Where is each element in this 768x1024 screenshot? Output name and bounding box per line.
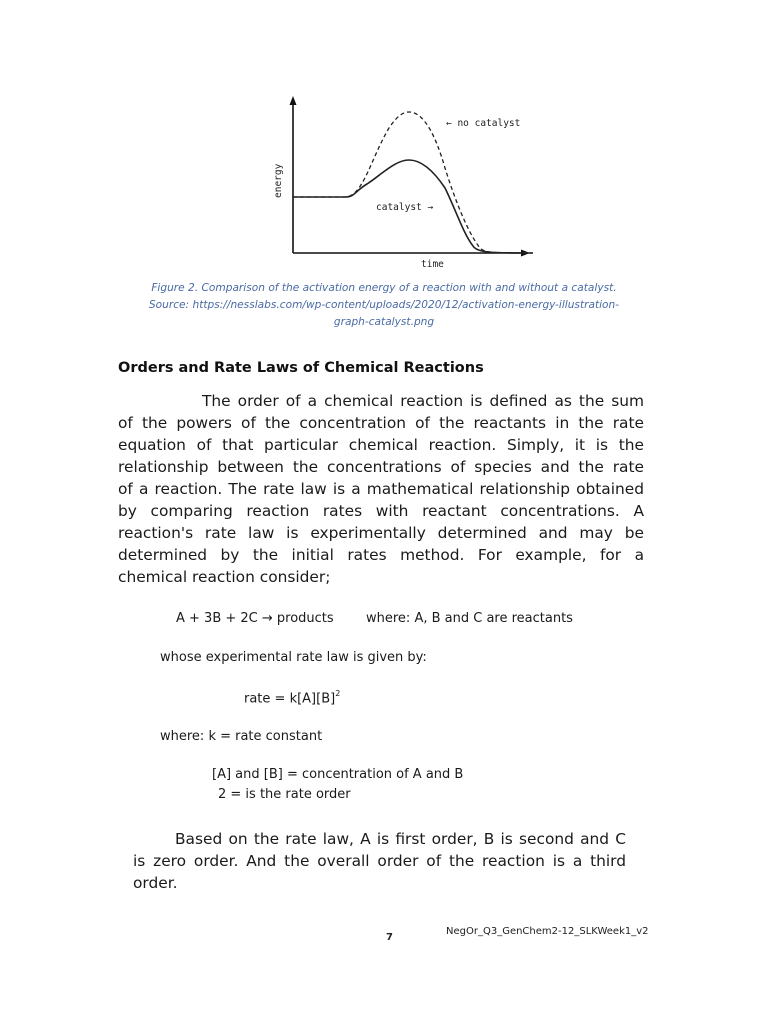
reactants-note: where: A, B and C are reactants	[366, 611, 573, 626]
no-catalyst-label: ← no catalyst	[446, 118, 521, 129]
paragraph-line: The order of a chemical reaction is defined as the sum	[202, 392, 644, 410]
rate-exponent: 2	[335, 689, 341, 698]
rate-law-intro: whose experimental rate law is given by:	[160, 650, 427, 665]
energy-diagram	[263, 88, 535, 273]
rate-law-expression	[244, 690, 340, 706]
rate-order-note: 2 = is the rate order	[218, 787, 351, 802]
paragraph-line: relationship between the concentrations of species and the rate	[118, 458, 644, 476]
section-heading: Orders and Rate Laws of Chemical Reactions	[118, 360, 484, 376]
figure-caption	[100, 280, 668, 331]
y-axis-label: energy	[273, 163, 284, 198]
paragraph-line: chemical reaction consider;	[118, 568, 331, 586]
page-number: 7	[386, 932, 393, 943]
paragraph-line: determined by the initial rates method. For example, for a	[118, 546, 644, 564]
paragraph-line: of the powers of the concentration of the reactants in the rate	[118, 414, 644, 432]
paragraph-line: of a reaction. The rate law is a mathematical relationship obtained	[118, 480, 644, 498]
paragraph-line: Based on the rate law, A is first order, B is second and C	[175, 830, 626, 848]
caption-source-line: Source: https://nesslabs.com/wp-content/uploads/2020/12/activation-energy-illustration-	[148, 299, 620, 311]
paragraph-line: by comparing reaction rates with reactant concentrations. A	[118, 502, 644, 520]
y-axis-arrow-icon	[290, 96, 297, 105]
reaction-equation: A + 3B + 2C → products	[176, 611, 334, 626]
paragraph-line: is zero order. And the overall order of the reaction is a third	[133, 852, 626, 870]
paragraph-order-definition	[118, 390, 644, 588]
paragraph-line: equation of that particular chemical reaction. Simply, it is the	[118, 436, 644, 454]
caption-source-line: graph-catalyst.png	[333, 316, 435, 328]
x-axis-label: time	[421, 259, 444, 270]
no-catalyst-curve	[293, 112, 533, 253]
paragraph-line: reaction's rate law is experimentally determined and may be	[118, 524, 644, 542]
rate-constant-note: where: k = rate constant	[160, 729, 323, 744]
activation-energy-figure	[263, 88, 535, 273]
document-code: NegOr_Q3_GenChem2-12_SLKWeek1_v2	[446, 926, 649, 937]
concentration-note: [A] and [B] = concentration of A and B	[212, 767, 464, 782]
paragraph-rate-law-conclusion	[133, 828, 626, 894]
rate-expression: rate = k[A][B]	[244, 691, 336, 707]
catalyst-label: catalyst →	[376, 202, 434, 213]
caption-line: Figure 2. Comparison of the activation energy of a reaction with and without a catalyst.	[151, 282, 617, 294]
paragraph-line: order.	[133, 874, 178, 892]
